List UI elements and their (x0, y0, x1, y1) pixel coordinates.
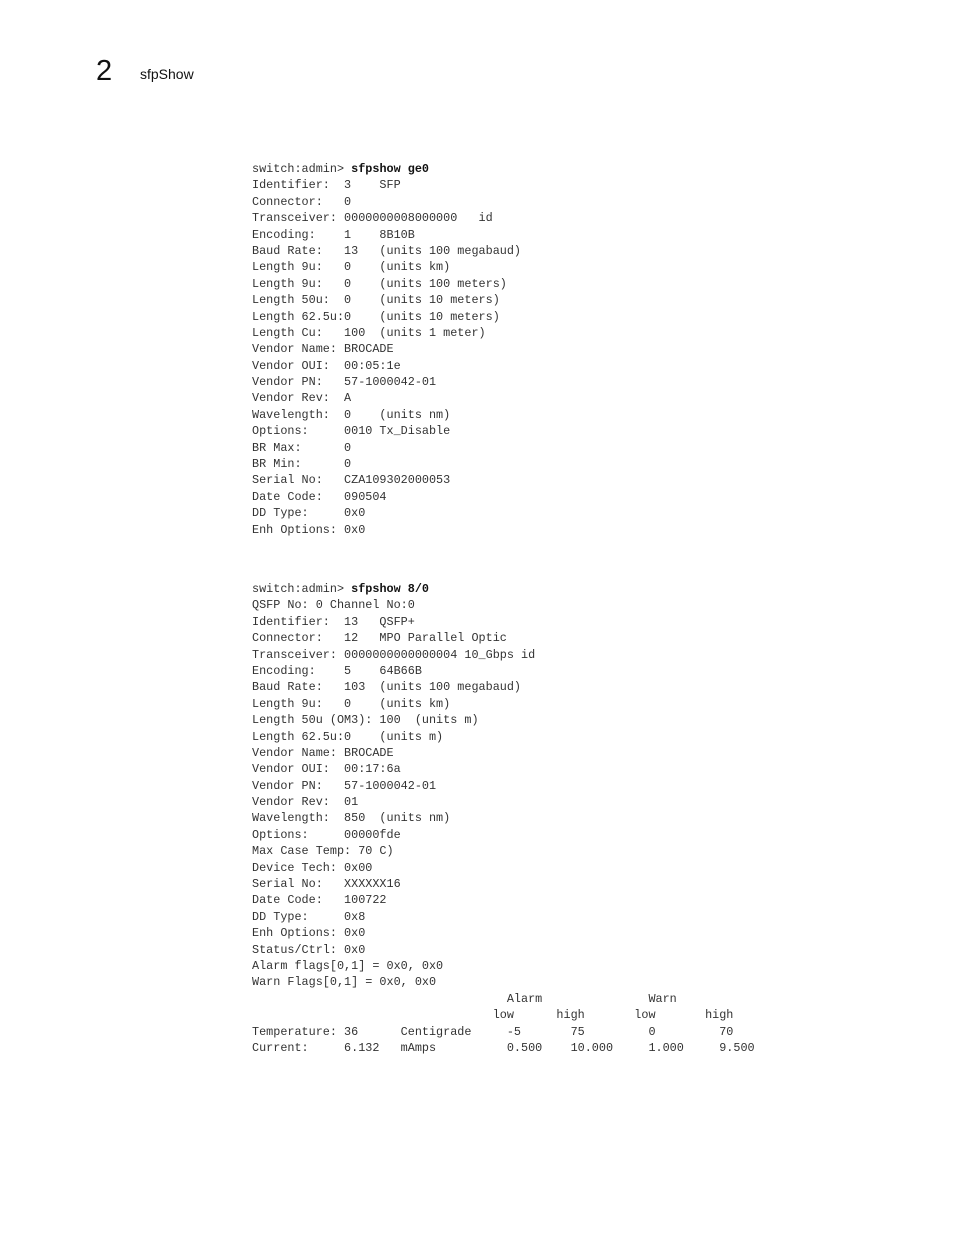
output-line: QSFP No: 0 Channel No:0 (252, 598, 415, 613)
output-line: Date Code: 100722 (252, 893, 387, 908)
output-line: Connector: 0 (252, 194, 352, 209)
output-line: Wavelength: 0 (units nm) (252, 407, 451, 422)
output-lines (252, 177, 521, 538)
output-line: Vendor Rev: 01 (252, 795, 359, 810)
output-line: Current: 6.132 mAmps 0.500 10.000 1.000 9.500 (252, 1040, 755, 1055)
output-line: Transceiver: 0000000008000000 id (252, 211, 493, 226)
output-line: Identifier: 3 SFP (252, 178, 401, 193)
chapter-number: 2 (96, 55, 113, 87)
output-line: Vendor Name: BROCADE (252, 745, 394, 760)
chapter-title: sfpShow (140, 66, 194, 82)
output-line: Options: 00000fde (252, 827, 401, 842)
output-line: Encoding: 1 8B10B (252, 227, 415, 242)
output-line: Date Code: 090504 (252, 489, 387, 504)
code-example-sfpshow-ge0 (252, 161, 521, 538)
output-line: DD Type: 0x8 (252, 909, 366, 924)
output-line: Vendor PN: 57-1000042-01 (252, 375, 437, 390)
output-line: Length 9u: 0 (units km) (252, 260, 451, 275)
output-line: Vendor PN: 57-1000042-01 (252, 778, 437, 793)
command-line (252, 581, 755, 597)
output-line: Vendor Name: BROCADE (252, 342, 394, 357)
output-line: Enh Options: 0x0 (252, 926, 366, 941)
output-line: Vendor OUI: 00:17:6a (252, 762, 401, 777)
output-lines (252, 597, 755, 1056)
output-line: Length 62.5u:0 (units 10 meters) (252, 309, 500, 324)
output-line: Options: 0010 Tx_Disable (252, 424, 451, 439)
output-line: Alarm flags[0,1] = 0x0, 0x0 (252, 958, 444, 973)
output-line: Alarm Warn (252, 991, 677, 1006)
output-line: Length 62.5u:0 (units m) (252, 729, 444, 744)
output-line: Baud Rate: 103 (units 100 megabaud) (252, 680, 522, 695)
shell-prompt: switch:admin> (252, 162, 352, 176)
command-text: sfpshow 8/0 (351, 582, 429, 596)
output-line: DD Type: 0x0 (252, 506, 366, 521)
output-line: Identifier: 13 QSFP+ (252, 614, 415, 629)
code-example-sfpshow-8-0 (252, 581, 755, 1056)
output-line: Encoding: 5 64B66B (252, 663, 422, 678)
output-line: low high low high (252, 1008, 734, 1023)
output-line: Vendor OUI: 00:05:1e (252, 358, 401, 373)
shell-prompt: switch:admin> (252, 582, 352, 596)
output-line: Warn Flags[0,1] = 0x0, 0x0 (252, 975, 437, 990)
output-line: Length Cu: 100 (units 1 meter) (252, 325, 486, 340)
output-line: BR Min: 0 (252, 457, 352, 472)
output-line: Serial No: CZA109302000053 (252, 473, 451, 488)
output-line: BR Max: 0 (252, 440, 352, 455)
output-line: Baud Rate: 13 (units 100 megabaud) (252, 243, 522, 258)
output-line: Device Tech: 0x00 (252, 860, 373, 875)
output-line: Length 50u: 0 (units 10 meters) (252, 293, 500, 308)
output-line: Length 50u (OM3): 100 (units m) (252, 713, 479, 728)
output-line: Enh Options: 0x0 (252, 522, 366, 537)
output-line: Length 9u: 0 (units 100 meters) (252, 276, 507, 291)
output-line: Temperature: 36 Centigrade -5 75 0 70 (252, 1024, 734, 1039)
output-line: Max Case Temp: 70 C) (252, 844, 394, 859)
output-line: Connector: 12 MPO Parallel Optic (252, 631, 507, 646)
output-line: Transceiver: 0000000000000004 10_Gbps id (252, 647, 536, 662)
command-line (252, 161, 521, 177)
output-line: Serial No: XXXXXX16 (252, 877, 401, 892)
output-line: Length 9u: 0 (units km) (252, 696, 451, 711)
output-line: Status/Ctrl: 0x0 (252, 942, 366, 957)
output-line: Vendor Rev: A (252, 391, 352, 406)
output-line: Wavelength: 850 (units nm) (252, 811, 451, 826)
command-text: sfpshow ge0 (351, 162, 429, 176)
